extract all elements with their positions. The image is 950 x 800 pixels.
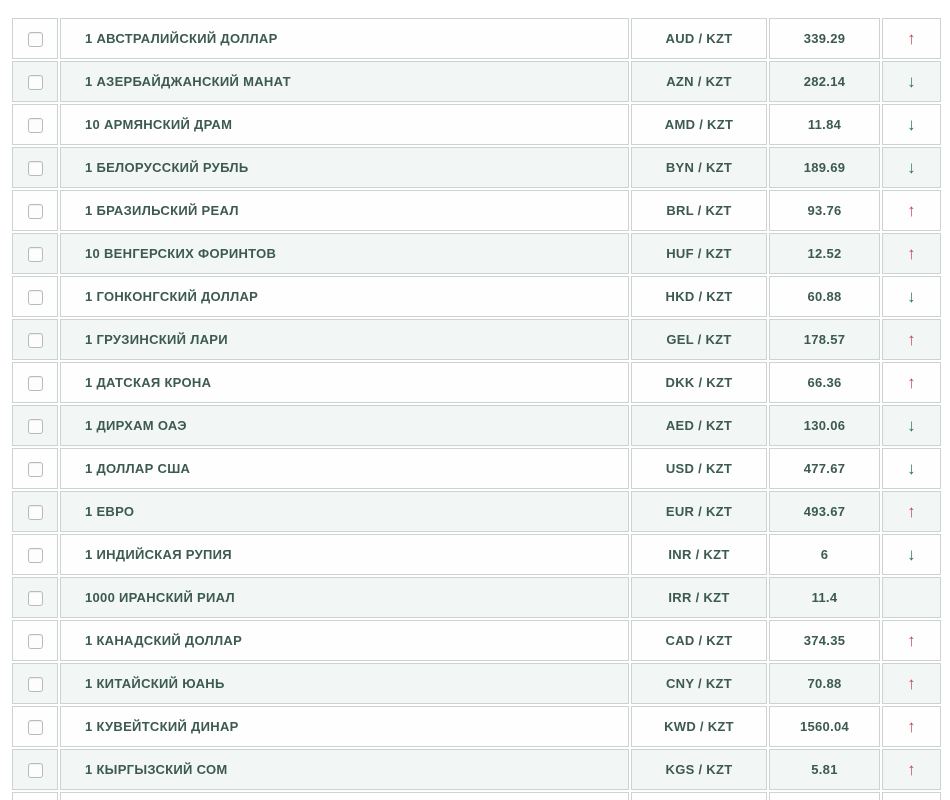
currency-name-cell — [60, 534, 629, 575]
row-checkbox[interactable] — [28, 32, 43, 47]
table-row[interactable] — [12, 706, 941, 747]
down-arrow-icon: ↓ — [907, 416, 916, 435]
currency-name-cell — [60, 362, 629, 403]
row-checkbox[interactable] — [28, 161, 43, 176]
currency-pair-cell — [631, 448, 767, 489]
checkbox-cell — [12, 276, 58, 317]
table-row-partial[interactable] — [12, 792, 941, 800]
currency-name-cell — [60, 18, 629, 59]
currency-name-cell — [60, 233, 629, 274]
currency-name-cell — [60, 61, 629, 102]
up-arrow-icon: ↑ — [907, 760, 916, 779]
rate-value: 374.35 — [803, 633, 846, 648]
rate-cell — [769, 663, 880, 704]
checkbox-cell — [12, 405, 58, 446]
rate-value: 70.88 — [807, 676, 842, 691]
currency-name: 1 ГОНКОНГСКИЙ ДОЛЛАР — [85, 289, 259, 304]
currency-pair: BYN / KZT — [665, 160, 733, 175]
row-checkbox[interactable] — [28, 204, 43, 219]
trend-cell — [882, 448, 941, 489]
table-row[interactable] — [12, 61, 941, 102]
currency-pair: AED / KZT — [665, 418, 733, 433]
currency-pair: DKK / KZT — [665, 375, 733, 390]
currency-pair-cell — [631, 147, 767, 188]
trend-cell — [882, 405, 941, 446]
currency-name: 1 ИНДИЙСКАЯ РУПИЯ — [85, 547, 232, 562]
currency-name: 1 ЕВРО — [85, 504, 135, 519]
currency-name: 10 ВЕНГЕРСКИХ ФОРИНТОВ — [85, 246, 277, 261]
rate-value: 6 — [820, 547, 829, 562]
currency-name-cell — [60, 405, 629, 446]
currency-name: 1 КЫРГЫЗСКИЙ СОМ — [85, 762, 228, 777]
currency-pair-cell — [631, 18, 767, 59]
rate-cell — [769, 233, 880, 274]
currency-pair-cell — [631, 405, 767, 446]
currency-name: 1 БЕЛОРУССКИЙ РУБЛЬ — [85, 160, 249, 175]
rate-value: 130.06 — [803, 418, 846, 433]
rate-cell — [769, 792, 880, 800]
down-arrow-icon: ↓ — [907, 545, 916, 564]
currency-pair: CNY / KZT — [665, 676, 733, 691]
currency-pair: GEL / KZT — [666, 332, 732, 347]
table-row[interactable] — [12, 749, 941, 790]
up-arrow-icon: ↑ — [907, 201, 916, 220]
currency-name-cell — [60, 792, 629, 800]
up-arrow-icon: ↑ — [907, 330, 916, 349]
currency-name: 1 ГРУЗИНСКИЙ ЛАРИ — [85, 332, 228, 347]
row-checkbox[interactable] — [28, 720, 43, 735]
up-arrow-icon: ↑ — [907, 674, 916, 693]
currency-pair: BRL / KZT — [666, 203, 732, 218]
currency-name: 1 КУВЕЙТСКИЙ ДИНАР — [85, 719, 239, 734]
checkbox-cell — [12, 706, 58, 747]
currency-pair: HUF / KZT — [666, 246, 732, 261]
currency-pair-cell — [631, 706, 767, 747]
down-arrow-icon: ↓ — [907, 459, 916, 478]
rate-cell — [769, 104, 880, 145]
table-row[interactable] — [12, 319, 941, 360]
row-checkbox[interactable] — [28, 677, 43, 692]
exchange-rates-table — [10, 16, 943, 800]
currency-pair: AUD / KZT — [665, 31, 733, 46]
currency-pair-cell — [631, 491, 767, 532]
row-checkbox[interactable] — [28, 505, 43, 520]
checkbox-cell — [12, 233, 58, 274]
currency-pair-cell — [631, 233, 767, 274]
row-checkbox[interactable] — [28, 333, 43, 348]
up-arrow-icon: ↑ — [907, 373, 916, 392]
currency-name-cell — [60, 319, 629, 360]
up-arrow-icon: ↑ — [907, 29, 916, 48]
currency-name: 1 ДОЛЛАР США — [85, 461, 191, 476]
rate-value: 189.69 — [803, 160, 846, 175]
currency-pair: CAD / KZT — [665, 633, 733, 648]
rate-cell — [769, 319, 880, 360]
currency-pair-cell — [631, 362, 767, 403]
rate-value: 178.57 — [803, 332, 846, 347]
trend-cell — [882, 749, 941, 790]
trend-cell — [882, 276, 941, 317]
currency-pair: AMD / KZT — [664, 117, 734, 132]
checkbox-cell — [12, 104, 58, 145]
currency-pair: INR / KZT — [668, 547, 730, 562]
rate-cell — [769, 448, 880, 489]
currency-name: 1 АВСТРАЛИЙСКИЙ ДОЛЛАР — [85, 31, 278, 46]
rate-value: 339.29 — [803, 31, 846, 46]
table-row[interactable] — [12, 448, 941, 489]
currency-pair-cell — [631, 534, 767, 575]
checkbox-cell — [12, 491, 58, 532]
row-checkbox[interactable] — [28, 419, 43, 434]
checkbox-cell — [12, 448, 58, 489]
rate-cell — [769, 620, 880, 661]
checkbox-cell — [12, 534, 58, 575]
rate-value: 93.76 — [807, 203, 842, 218]
table-row[interactable] — [12, 663, 941, 704]
currency-name: 1 БРАЗИЛЬСКИЙ РЕАЛ — [85, 203, 239, 218]
currency-name: 1 ДАТСКАЯ КРОНА — [85, 375, 212, 390]
trend-cell — [882, 362, 941, 403]
table-row[interactable] — [12, 147, 941, 188]
down-arrow-icon: ↓ — [907, 72, 916, 91]
trend-cell — [882, 147, 941, 188]
trend-cell — [882, 534, 941, 575]
rate-value: 11.4 — [811, 590, 838, 605]
up-arrow-icon: ↑ — [907, 717, 916, 736]
checkbox-cell — [12, 577, 58, 618]
currency-name-cell — [60, 276, 629, 317]
rate-cell — [769, 276, 880, 317]
up-arrow-icon: ↑ — [907, 502, 916, 521]
row-checkbox[interactable] — [28, 763, 43, 778]
currency-name: 1000 ИРАНСКИЙ РИАЛ — [85, 590, 235, 605]
row-checkbox[interactable] — [28, 462, 43, 477]
rate-value: 282.14 — [803, 74, 846, 89]
table-row[interactable] — [12, 362, 941, 403]
currency-pair: AZN / KZT — [666, 74, 732, 89]
table-row[interactable] — [12, 18, 941, 59]
down-arrow-icon: ↓ — [907, 287, 916, 306]
currency-pair-cell — [631, 190, 767, 231]
currency-name: 10 АРМЯНСКИЙ ДРАМ — [85, 117, 233, 132]
currency-pair-cell — [631, 749, 767, 790]
table-row[interactable] — [12, 620, 941, 661]
rate-cell — [769, 749, 880, 790]
rate-value: 12.52 — [807, 246, 842, 261]
down-arrow-icon: ↓ — [907, 115, 916, 134]
rate-value: 5.81 — [811, 762, 838, 777]
row-checkbox[interactable] — [28, 290, 43, 305]
currency-name-cell — [60, 620, 629, 661]
trend-cell — [882, 18, 941, 59]
trend-cell — [882, 233, 941, 274]
currency-name-cell — [60, 448, 629, 489]
rate-cell — [769, 18, 880, 59]
currency-pair-cell — [631, 620, 767, 661]
rate-cell — [769, 61, 880, 102]
checkbox-cell — [12, 147, 58, 188]
rate-value: 66.36 — [807, 375, 842, 390]
currency-pair-cell — [631, 319, 767, 360]
exchange-rates-body — [12, 18, 941, 800]
trend-cell — [882, 61, 941, 102]
rate-value: 477.67 — [803, 461, 846, 476]
currency-pair: KGS / KZT — [665, 762, 733, 777]
row-checkbox[interactable] — [28, 548, 43, 563]
up-arrow-icon: ↑ — [907, 631, 916, 650]
currency-pair-cell — [631, 104, 767, 145]
checkbox-cell — [12, 362, 58, 403]
checkbox-cell — [12, 663, 58, 704]
currency-name-cell — [60, 749, 629, 790]
currency-pair-cell — [631, 663, 767, 704]
currency-pair: USD / KZT — [665, 461, 733, 476]
currency-name-cell — [60, 190, 629, 231]
rate-value: 1560.04 — [799, 719, 850, 734]
table-row[interactable] — [12, 491, 941, 532]
currency-name: 1 КИТАЙСКИЙ ЮАНЬ — [85, 676, 225, 691]
down-arrow-icon: ↓ — [907, 158, 916, 177]
table-row[interactable] — [12, 190, 941, 231]
currency-pair-cell — [631, 792, 767, 800]
currency-name: 1 КАНАДСКИЙ ДОЛЛАР — [85, 633, 243, 648]
currency-pair-cell — [631, 276, 767, 317]
currency-name-cell — [60, 104, 629, 145]
rate-cell — [769, 706, 880, 747]
currency-name-cell — [60, 147, 629, 188]
trend-cell — [882, 577, 941, 618]
trend-cell — [882, 190, 941, 231]
up-arrow-icon: ↑ — [907, 244, 916, 263]
trend-cell — [882, 706, 941, 747]
currency-name-cell — [60, 491, 629, 532]
currency-name-cell — [60, 577, 629, 618]
currency-pair-cell — [631, 61, 767, 102]
row-checkbox[interactable] — [28, 118, 43, 133]
table-row[interactable] — [12, 405, 941, 446]
trend-cell — [882, 319, 941, 360]
rate-value: 11.84 — [807, 117, 842, 132]
table-row[interactable] — [12, 577, 941, 618]
checkbox-cell — [12, 190, 58, 231]
rate-cell — [769, 577, 880, 618]
checkbox-cell — [12, 61, 58, 102]
currency-name: 1 АЗЕРБАЙДЖАНСКИЙ МАНАТ — [85, 74, 291, 89]
trend-cell — [882, 663, 941, 704]
currency-name-cell — [60, 706, 629, 747]
rate-cell — [769, 491, 880, 532]
row-checkbox[interactable] — [28, 376, 43, 391]
trend-cell — [882, 792, 941, 800]
rate-cell — [769, 147, 880, 188]
checkbox-cell — [12, 792, 58, 800]
rate-cell — [769, 534, 880, 575]
trend-cell — [882, 620, 941, 661]
rate-cell — [769, 405, 880, 446]
currency-name: 1 ДИРХАМ ОАЭ — [85, 418, 187, 433]
table-row[interactable] — [12, 233, 941, 274]
row-checkbox[interactable] — [28, 591, 43, 606]
rate-value: 60.88 — [807, 289, 842, 304]
rate-value: 493.67 — [803, 504, 846, 519]
checkbox-cell — [12, 319, 58, 360]
currency-pair: IRR / KZT — [668, 590, 730, 605]
checkbox-cell — [12, 749, 58, 790]
table-row[interactable] — [12, 104, 941, 145]
rate-cell — [769, 190, 880, 231]
currency-name-cell — [60, 663, 629, 704]
trend-cell — [882, 104, 941, 145]
row-checkbox[interactable] — [28, 634, 43, 649]
rate-cell — [769, 362, 880, 403]
currency-pair: KWD / KZT — [664, 719, 734, 734]
trend-cell — [882, 491, 941, 532]
table-row[interactable] — [12, 534, 941, 575]
currency-pair: HKD / KZT — [665, 289, 733, 304]
currency-pair: EUR / KZT — [665, 504, 733, 519]
table-row[interactable] — [12, 276, 941, 317]
checkbox-cell — [12, 18, 58, 59]
currency-pair-cell — [631, 577, 767, 618]
row-checkbox[interactable] — [28, 75, 43, 90]
row-checkbox[interactable] — [28, 247, 43, 262]
checkbox-cell — [12, 620, 58, 661]
